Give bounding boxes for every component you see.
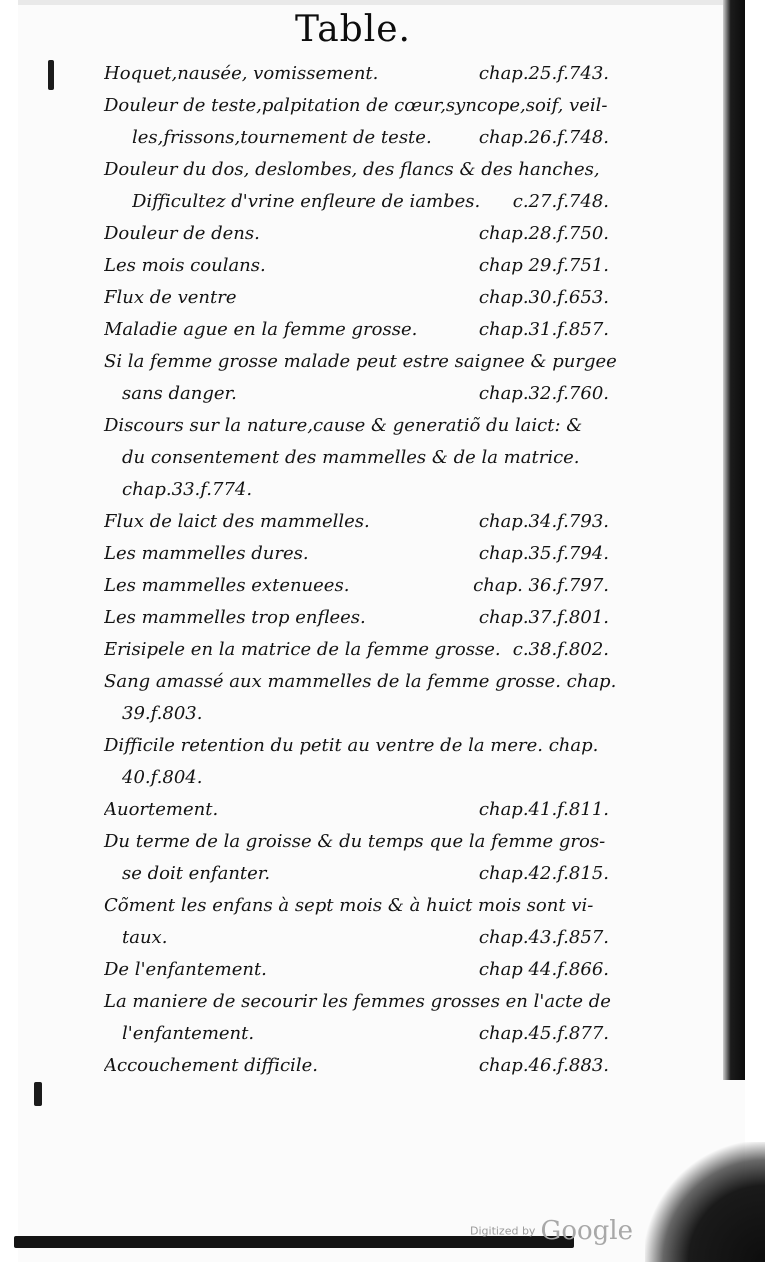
toc-entry (104, 186, 609, 218)
entry-text: chap.33.f.774. (122, 479, 253, 500)
entry-text: Difficultez d'vrine enfleure de iambes. (132, 191, 481, 212)
entry-ref: chap. 36.f.797. (473, 575, 609, 596)
toc-entry (104, 634, 609, 666)
entry-ref: chap.35.f.794. (478, 543, 609, 564)
toc-entry (104, 954, 609, 986)
entry-text: 40.f.804. (122, 767, 203, 788)
entry-text: l'enfantement. (122, 1023, 255, 1044)
toc-entry (104, 90, 609, 122)
entry-ref: chap.46.f.883. (478, 1055, 609, 1076)
toc-entry (104, 218, 609, 250)
toc-entry (104, 282, 609, 314)
entry-text: Accouchement difficile. (104, 1055, 318, 1076)
toc-entry (104, 378, 609, 410)
entry-ref: chap.30.f.653. (478, 287, 609, 308)
entry-text: Erisipele en la matrice de la femme grosse. (104, 639, 501, 660)
digitized-label: Digitized by (470, 1224, 536, 1238)
entry-text: La maniere de secourir les femmes grosses en l'acte de (104, 991, 611, 1012)
ink-stain (645, 1142, 765, 1262)
entry-text: Difficile retention du petit au ventre de la mere. chap. (104, 735, 599, 756)
book-page (18, 0, 745, 1262)
page-top-edge (18, 0, 745, 5)
toc-entry (104, 698, 609, 730)
entry-text: Douleur de teste,palpitation de cœur,syncope,soif, veil- (104, 95, 608, 116)
toc-entry (104, 1050, 609, 1082)
entry-ref: chap.32.f.760. (478, 383, 609, 404)
toc-entry (104, 794, 609, 826)
toc-entry (104, 730, 609, 762)
entry-text: Discours sur la nature,cause & generatiõ du laict: & (104, 415, 583, 436)
entry-text: Les mammelles dures. (104, 543, 309, 564)
entry-text: Douleur de dens. (104, 223, 260, 244)
ink-mark (48, 60, 54, 90)
toc-entry (104, 1018, 609, 1050)
entry-text: De l'enfantement. (104, 959, 267, 980)
entry-ref: chap 44.f.866. (478, 959, 609, 980)
toc-entry (104, 58, 609, 90)
entry-text: les,frissons,tournement de teste. (132, 127, 432, 148)
entry-text: Les mammelles extenuees. (104, 575, 350, 596)
entry-ref: chap.26.f.748. (478, 127, 609, 148)
page-right-shadow (723, 0, 745, 1080)
entry-ref: chap.34.f.793. (478, 511, 609, 532)
toc-entry (104, 986, 609, 1018)
entry-ref: chap 29.f.751. (478, 255, 609, 276)
entry-text: Les mois coulans. (104, 255, 266, 276)
entry-text: 39.f.803. (122, 703, 203, 724)
entry-ref: chap.28.f.750. (478, 223, 609, 244)
entry-ref: chap.42.f.815. (478, 863, 609, 884)
toc-entry (104, 858, 609, 890)
toc-entry (104, 122, 609, 154)
toc-entry (104, 346, 617, 378)
entry-text: Douleur du dos, deslombes, des flancs & des hanches, (104, 159, 600, 180)
entry-text: Hoquet,nausée, vomissement. (104, 63, 379, 84)
entry-text: taux. (122, 927, 168, 948)
entry-ref: c.27.f.748. (512, 191, 609, 212)
toc-entry (104, 666, 617, 698)
toc-entry (104, 602, 609, 634)
entry-text: se doit enfanter. (122, 863, 271, 884)
toc-entry (104, 442, 609, 474)
entry-text: Les mammelles trop enflees. (104, 607, 366, 628)
toc-entry (104, 506, 609, 538)
toc-entry (104, 922, 609, 954)
entry-text: du consentement des mammelles & de la matrice. (122, 447, 580, 468)
toc-entry (104, 538, 609, 570)
entry-ref: chap.45.f.877. (478, 1023, 609, 1044)
toc-entry (104, 762, 609, 794)
toc-entry (104, 474, 609, 506)
entry-ref: chap.37.f.801. (478, 607, 609, 628)
toc-entry (104, 314, 609, 346)
toc-entry (104, 826, 609, 858)
google-logo: Google (540, 1216, 633, 1246)
page-title: Table. (295, 9, 411, 50)
entry-text: Flux de ventre (104, 287, 237, 308)
entry-text: sans danger. (122, 383, 237, 404)
entry-text: Maladie ague en la femme grosse. (104, 319, 418, 340)
digitized-watermark (470, 1216, 633, 1246)
entry-text: Sang amassé aux mammelles de la femme grosse. chap. (104, 671, 617, 692)
table-of-contents (104, 58, 617, 1082)
toc-entry (104, 154, 609, 186)
entry-ref: chap.43.f.857. (478, 927, 609, 948)
toc-entry (104, 410, 609, 442)
entry-text: Si la femme grosse malade peut estre saignee & purgee (104, 351, 617, 372)
entry-ref: chap.31.f.857. (478, 319, 609, 340)
toc-entry (104, 250, 609, 282)
entry-ref: chap.25.f.743. (478, 63, 609, 84)
toc-entry (104, 890, 609, 922)
entry-text: Cõment les enfans à sept mois & à huict mois sont vi- (104, 895, 594, 916)
entry-ref: c.38.f.802. (512, 639, 609, 660)
entry-ref: chap.41.f.811. (478, 799, 609, 820)
ink-mark (34, 1082, 42, 1106)
entry-text: Auortement. (104, 799, 219, 820)
entry-text: Du terme de la groisse & du temps que la femme gros- (104, 831, 606, 852)
entry-text: Flux de laict des mammelles. (104, 511, 370, 532)
toc-entry (104, 570, 609, 602)
